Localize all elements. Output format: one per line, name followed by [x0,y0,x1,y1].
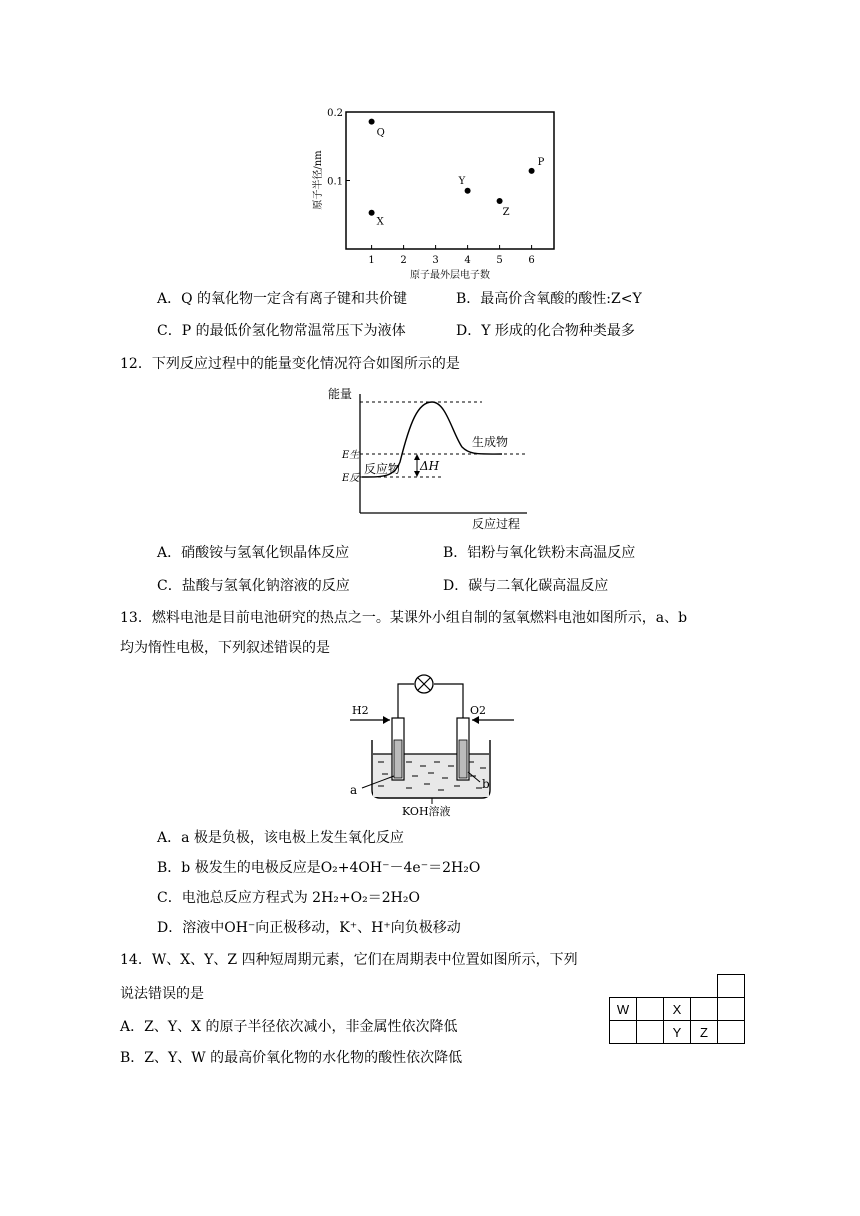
q14-stem-line1: 14．W、X、Y、Z 四种短周期元素，它们在周期表中位置如图所示，下列 [120,952,578,968]
electrode-a-label: a [350,783,358,797]
e-reactant-label: E反 [342,473,360,484]
data-point-p [529,168,535,174]
energy-axis-label: 能量 [328,387,353,401]
q12-stem: 12．下列反应过程中的能量变化情况符合如图所示的是 [120,356,460,372]
q11-option-a[interactable]: A．Q 的氧化物一定含有离子键和共价键 [157,291,408,307]
koh-solution-label: KOH溶液 [402,805,451,818]
table-cell [718,975,745,998]
table-cell [691,998,718,1021]
electrode-b-label: b [482,777,490,791]
q11-option-b[interactable]: B．最高价含氧酸的酸性:Z<Y [456,291,642,307]
element-x: X [664,998,691,1021]
point-label-q: Q [376,127,385,139]
q13-stem-line2: 均为惰性电极，下列叙述错误的是 [120,640,330,656]
process-axis-label: 反应过程 [472,517,521,531]
table-cell [718,1021,745,1044]
x-tick-label: 2 [400,255,407,266]
q13-option-b[interactable]: B．b 极发生的电极反应是O₂+4OH⁻－4e⁻＝2H₂O [157,860,481,876]
point-label-x: X [376,216,384,228]
data-point-x [369,210,375,216]
x-axis-label: 原子最外层电子数 [410,270,490,281]
point-label-p: P [537,156,545,168]
q11-scatter-chart [300,100,570,285]
x-tick-label: 4 [464,255,471,266]
delta-h-label: ΔH [420,459,440,473]
x-tick-label: 3 [432,255,439,266]
q12-option-a[interactable]: A．硝酸铵与氢氧化钡晶体反应 [157,545,350,561]
q12-energy-diagram [322,382,544,532]
y-tick-label: 0.2 [327,108,343,119]
table-cell [637,998,664,1021]
x-tick-label: 6 [528,255,535,266]
q13-stem-line1: 13．燃料电池是目前电池研究的热点之一。某课外小组自制的氢氧燃料电池如图所示，a、b [120,610,688,626]
data-point-q [369,119,375,125]
q14-option-a[interactable]: A．Z、Y、X 的原子半径依次减小，非金属性依次降低 [120,1019,458,1035]
h2-label: H2 [352,704,369,717]
q11-option-c[interactable]: C．P 的最低价氢化物常温常压下为液体 [157,323,406,339]
q14-stem-line2: 说法错误的是 [120,986,204,1002]
element-w: W [610,998,637,1021]
table-cell [610,1021,637,1044]
e-product-label: E生 [342,450,360,461]
q13-option-d[interactable]: D．溶液中OH⁻向正极移动，K⁺、H⁺向负极移动 [157,920,461,936]
q12-option-c[interactable]: C．盐酸与氢氧化钠溶液的反应 [157,578,350,594]
data-point-y [465,188,471,194]
q11-option-d[interactable]: D．Y 形成的化合物种类最多 [456,323,635,339]
reactant-label: 反应物 [364,462,401,476]
x-tick-label: 1 [368,255,375,266]
q14-option-b[interactable]: B．Z、Y、W 的最高价氧化物的水化物的酸性依次降低 [120,1050,463,1066]
point-label-y: Y [458,175,466,187]
table-cell [718,998,745,1021]
periodic-table-fragment [609,974,745,1044]
q13-option-a[interactable]: A．a 极是负极，该电极上发生氧化反应 [157,830,404,846]
q13-option-c[interactable]: C．电池总反应方程式为 2H₂+O₂＝2H₂O [157,890,420,906]
o2-label: O2 [470,704,487,717]
fuel-cell-diagram [342,670,524,818]
element-z: Z [691,1021,718,1044]
y-tick-label: 0.1 [327,176,343,188]
q12-option-b[interactable]: B．铝粉与氧化铁粉末高温反应 [443,545,636,561]
product-label: 生成物 [472,435,509,449]
point-label-z: Z [502,207,510,219]
data-point-z [497,198,503,204]
table-cell [637,1021,664,1044]
q12-option-d[interactable]: D．碳与二氧化碳高温反应 [443,578,609,594]
element-y: Y [664,1021,691,1044]
y-axis-label: 原子半径/nm [313,150,324,210]
x-tick-label: 5 [496,255,503,266]
